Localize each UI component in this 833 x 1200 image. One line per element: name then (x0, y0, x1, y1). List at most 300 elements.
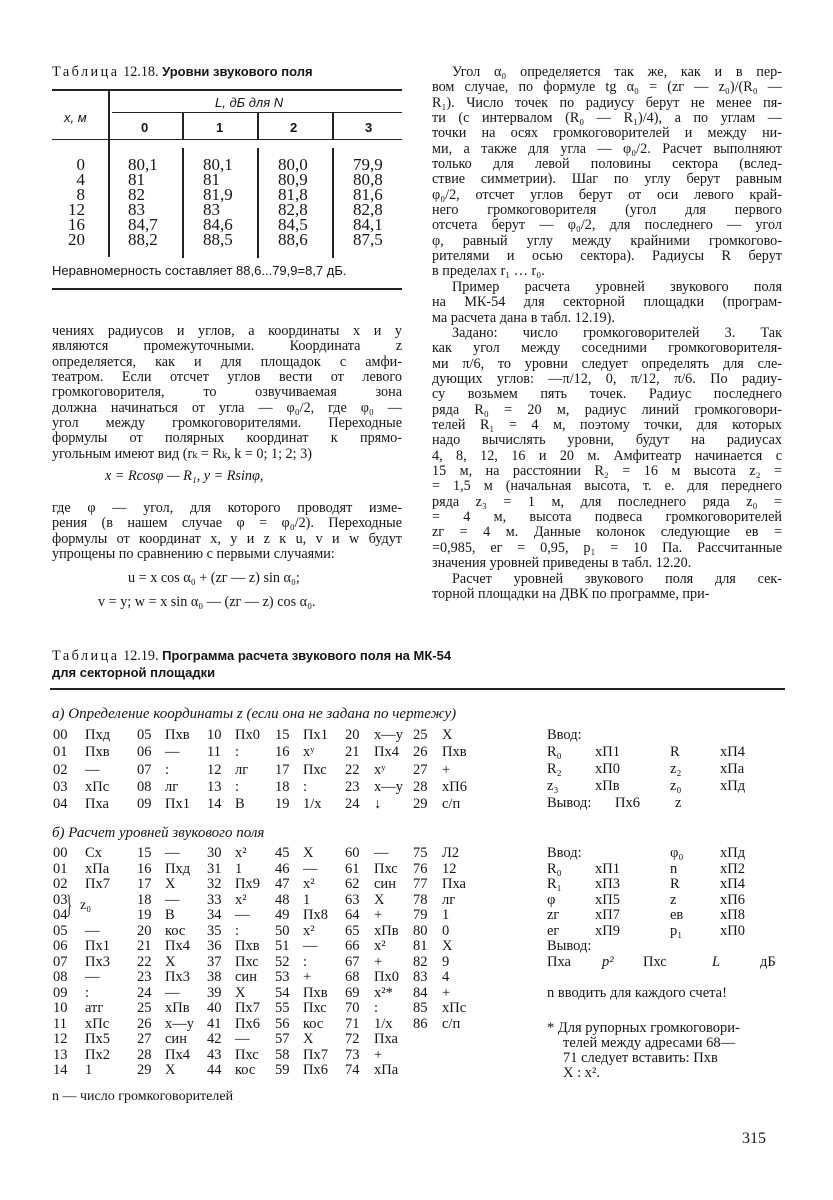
step-command: Пх9 (235, 876, 260, 892)
step-address: 14 (207, 796, 222, 813)
step-command: 4 (442, 969, 450, 985)
text-line: дующих углов: —π/12, 0, π/12, π/6. По радиу- (432, 371, 782, 388)
text-line: определяется, как и для площадок с амфи- (52, 353, 402, 370)
step-command: син (235, 969, 257, 985)
text-line: должна начинаться от угла — φ₀/2, где φ₀ — (52, 399, 402, 416)
step-command: + (442, 761, 451, 778)
table-caption: Программа расчета звукового поля на МК-54 (162, 648, 452, 663)
step-address: 86 (413, 1015, 428, 1032)
step-address: 58 (275, 1046, 290, 1063)
step-command: : (235, 922, 240, 939)
step-command: Пх7 (303, 1046, 328, 1063)
table-number: 12.18. (123, 64, 159, 80)
step-address: 25 (137, 1000, 152, 1016)
step-address: 21 (137, 938, 152, 954)
step-command: : (374, 1000, 379, 1016)
step-command: Пхв (442, 744, 467, 761)
step-command: x—y (165, 1015, 194, 1032)
step-command: x² (303, 922, 315, 939)
formula-polar: x = Rcosφ — R₁, y = Rsinφ, (105, 468, 264, 484)
step-address: 34 (207, 907, 222, 923)
step-address: 02 (53, 876, 68, 892)
step-command: 0 (442, 922, 450, 939)
table-number: 12.19. (123, 648, 159, 664)
right-paragraph-3 (432, 326, 782, 572)
step-command: X (165, 876, 176, 892)
step-address: 22 (345, 761, 360, 778)
step-command: Пх2 (85, 1046, 110, 1063)
table-top-rule (50, 688, 785, 690)
text-line: чениях радиусов и углов, а координаты x и y (52, 323, 402, 339)
step-address: 83 (413, 969, 428, 985)
step-address: 28 (413, 778, 428, 795)
step-command: + (442, 984, 451, 1001)
table-divider (257, 112, 259, 139)
input-register: n (670, 860, 678, 877)
step-address: 45 (275, 845, 290, 861)
step-command: Пх7 (235, 1000, 260, 1016)
step-address: 33 (207, 891, 222, 908)
step-command: : (165, 761, 170, 778)
input-register: xПд (720, 778, 746, 794)
formula-v-w: v = y; w = x sin α₀ — (zг — z) cos α₀. (98, 594, 316, 610)
input-register: R₁ (547, 876, 562, 892)
step-command: x—y (374, 778, 403, 795)
text-line: ти (с интервалом (R₀ — R₁)/4), а по углам — (432, 110, 782, 127)
column-header: 1 (216, 120, 224, 135)
text-line: вом случае, по формуле tg α₀ = (zг — z₀)/(R₀ — (432, 79, 782, 96)
step-command: 1 (85, 1062, 93, 1078)
input-register: p₁ (670, 922, 683, 939)
step-command: X (165, 953, 176, 970)
step-command: xʸ (303, 744, 315, 761)
cell-value: 81,9 (203, 185, 233, 204)
step-address: 40 (207, 1000, 222, 1016)
step-command: лг (165, 778, 179, 795)
step-command: Пх8 (303, 907, 328, 923)
step-address: 59 (275, 1062, 290, 1078)
text-line: рения (в нашем случае φ = φ₀/2). Переходные (52, 515, 402, 532)
input-register: eг (547, 922, 560, 939)
step-command: : (85, 984, 90, 1001)
text-line: ствие симметрии). Шаг по углу берут равным (432, 171, 782, 188)
output-label: Вывод: (547, 795, 592, 811)
output-value: дБ (760, 953, 776, 970)
cell-value: 82 (128, 185, 145, 204)
cell-value: 88,5 (203, 230, 233, 249)
step-command: — (374, 845, 389, 861)
text-line: су возьмем пять точек. Радиус последнего (432, 386, 782, 403)
step-command: — (85, 922, 100, 939)
input-register: R₀ (547, 860, 562, 877)
input-register: φ₀ (670, 845, 684, 861)
step-address: 11 (207, 744, 221, 761)
text-line: торной площадки на ДВК по программе, при- (432, 585, 710, 602)
step-command: xПв (165, 1000, 190, 1016)
table-note: Неравномерность составляет 88,6...79,9=8,7 дБ. (52, 263, 347, 278)
step-address: 36 (207, 938, 222, 954)
step-command: xПс (442, 1000, 467, 1016)
cell-value: 80,1 (128, 155, 158, 174)
step-command: Пх1 (303, 727, 328, 743)
step-address: 44 (207, 1062, 222, 1078)
text-line: театром. Если отсчет углов вести от левого (52, 369, 402, 386)
step-command: X (442, 727, 453, 743)
step-command: 1 (303, 891, 311, 908)
row-x-value: 8 (76, 185, 85, 204)
step-command: xПс (85, 778, 110, 795)
step-command: X (303, 1031, 314, 1047)
input-register: R₂ (547, 761, 562, 777)
step-address: 07 (53, 953, 68, 970)
input-register: xП0 (595, 761, 620, 777)
input-register: xП0 (720, 922, 745, 939)
step-command: Пх6 (303, 1062, 328, 1078)
text-line: точки на осях громкоговорителей и между ни- (432, 125, 782, 142)
row-x-value: 16 (68, 215, 85, 234)
step-address: 72 (345, 1031, 360, 1047)
step-command: — (235, 907, 250, 923)
rupor-note-line: X : x². (563, 1065, 600, 1081)
step-address: 49 (275, 907, 290, 923)
step-address: 56 (275, 1015, 290, 1032)
text-line: на МК-54 для секторной площадки (програм- (432, 294, 782, 311)
step-address: 84 (413, 984, 428, 1001)
step-command: xʸ (374, 761, 386, 778)
rupor-note-line: 71 следует вставить: Пхв (563, 1050, 718, 1066)
input-label: Ввод: (547, 845, 582, 861)
step-command: Пх4 (165, 1046, 190, 1063)
step-address: 26 (137, 1015, 152, 1032)
step-address: 67 (345, 953, 360, 970)
left-paragraph-2 (52, 501, 402, 562)
text-line: ми π/6, то уровни следует определять для сле- (432, 355, 782, 372)
text-line: ма расчета дана в табл. 12.19). (432, 309, 615, 326)
column-header: 0 (141, 120, 149, 135)
step-address: 17 (275, 761, 290, 778)
row-x-value: 0 (76, 155, 85, 174)
step-address: 22 (137, 953, 152, 970)
input-register: xП6 (720, 891, 745, 908)
step-command: Пхв (235, 938, 260, 954)
table-divider (332, 148, 334, 258)
step-address: 17 (137, 876, 152, 892)
step-address: 81 (413, 938, 428, 954)
step-address: 01 (53, 860, 68, 877)
cell-value: 84,6 (203, 215, 233, 234)
step-address: 06 (53, 938, 68, 954)
cell-value: 83 (203, 200, 220, 219)
input-register: φ (547, 891, 556, 908)
column-header: 3 (365, 120, 373, 135)
step-command: Пх4 (165, 938, 190, 954)
step-command: : (303, 953, 308, 970)
step-command: Пхс (374, 860, 398, 877)
step-address: 09 (53, 984, 68, 1001)
text-line: 4, 8, 12, 16 и 20 м. Амфитеатр начинается с (432, 447, 782, 464)
brace-icon: } (66, 890, 73, 919)
step-address: 75 (413, 845, 428, 861)
step-command: Пхв (165, 727, 190, 743)
input-register: xП7 (595, 907, 620, 923)
step-address: 16 (275, 744, 290, 761)
step-address: 10 (207, 727, 222, 743)
step-command: Пх0 (235, 727, 260, 743)
text-line: как угол между соседними громкоговорителя- (432, 340, 782, 357)
step-address: 79 (413, 907, 428, 923)
text-line: Угол α₀ определяется так же, как и в пер- (452, 64, 782, 80)
input-register: xП9 (595, 922, 620, 939)
rupor-note-line: * Для рупорных громкоговори- (547, 1020, 740, 1036)
step-command: с/п (442, 1015, 461, 1032)
step-address: 05 (53, 922, 68, 939)
step-command: + (303, 969, 312, 985)
output-value: Пхс (643, 953, 667, 970)
step-address: 16 (137, 860, 152, 877)
input-register: xП1 (595, 860, 620, 877)
text-line: формулы от координат x, y и z к u, v и w будут (52, 530, 402, 547)
table-header-rule (52, 139, 402, 140)
step-command: xПа (85, 860, 110, 877)
step-command: Пхс (235, 953, 259, 970)
step-address: 50 (275, 922, 290, 939)
text-line: zг = 4 м. Данные колонок следующие eв = (432, 524, 782, 541)
table-divider (182, 148, 184, 258)
text-line: только для левой половины сектора (вслед- (432, 156, 782, 173)
text-line: угол между громкоговорителями. Переходные (52, 415, 402, 432)
step-command: x² (235, 845, 247, 861)
input-register: z₂ (670, 761, 682, 777)
text-line: в пределах r₁ … r₀. (432, 263, 545, 280)
step-address: 25 (413, 727, 428, 743)
table-divider (108, 89, 110, 257)
step-address: 03 (53, 778, 68, 795)
brace-label: z₀ (80, 898, 92, 913)
text-line: =0,985, eг = 0,95, p₁ = 10 Па. Рассчитанные (432, 539, 782, 556)
step-address: 15 (275, 727, 290, 743)
cell-value: 87,5 (353, 230, 383, 249)
step-command: Пхв (303, 984, 328, 1001)
step-address: 53 (275, 969, 290, 985)
output-value: Пха (547, 953, 571, 970)
step-address: 57 (275, 1031, 290, 1047)
step-address: 66 (345, 938, 360, 954)
step-command: Пхд (165, 860, 191, 877)
step-command: Пхд (85, 727, 111, 743)
step-command: кос (235, 1062, 256, 1078)
step-command: X (165, 1062, 176, 1078)
output-value: p² (602, 953, 614, 970)
step-address: 85 (413, 1000, 428, 1016)
step-command: : (235, 744, 240, 761)
cell-value: 81,6 (353, 185, 383, 204)
step-command: Пхс (235, 1046, 259, 1063)
cell-value: 81 (203, 170, 220, 189)
step-address: 04 (53, 796, 68, 813)
output-value: z (675, 795, 682, 811)
right-paragraph-1 (432, 65, 782, 280)
cell-value: 80,9 (278, 170, 308, 189)
step-command: кос (303, 1015, 324, 1032)
row-header: x, м (64, 110, 87, 125)
table-divider (332, 112, 334, 139)
step-command: Л2 (442, 845, 460, 861)
input-register: R (670, 876, 680, 892)
step-address: 19 (137, 907, 152, 923)
step-command: X (303, 845, 314, 861)
step-address: 63 (345, 891, 360, 908)
step-address: 41 (207, 1015, 222, 1032)
text-line: Пример расчета уровней звукового поля (452, 278, 782, 295)
step-address: 52 (275, 953, 290, 970)
step-address: 64 (345, 907, 360, 923)
step-address: 12 (53, 1031, 68, 1047)
step-command: Пх1 (85, 938, 110, 954)
step-command: син (374, 876, 396, 892)
step-address: 71 (345, 1015, 360, 1032)
text-line: значения уровней приведены в табл. 12.20. (432, 555, 692, 572)
cell-value: 82,8 (278, 200, 308, 219)
step-address: 60 (345, 845, 360, 861)
cell-value: 81 (128, 170, 145, 189)
step-command: x² (235, 891, 247, 908)
input-register: R (670, 744, 680, 760)
step-command: Пхс (303, 1000, 327, 1016)
step-address: 09 (137, 796, 152, 813)
text-line: 15 м, на расстоянии R₂ = 16 м высота z₂ = (432, 463, 782, 480)
cell-value: 82,8 (353, 200, 383, 219)
step-address: 43 (207, 1046, 222, 1063)
text-line: формулы от полярных координат к прямо- (52, 430, 402, 447)
column-header: 2 (290, 120, 298, 135)
table-12-19-title (52, 648, 451, 665)
step-command: — (303, 860, 318, 877)
row-x-value: 20 (68, 230, 85, 249)
text-line: Расчет уровней звукового поля для сек- (452, 570, 782, 587)
step-address: 69 (345, 984, 360, 1001)
step-address: 15 (137, 845, 152, 861)
footnote: n — число громкоговорителей (52, 1089, 234, 1104)
cell-value: 80,8 (353, 170, 383, 189)
text-line: Задано: число громкоговорителей 3. Так (452, 325, 782, 341)
step-address: 12 (207, 761, 222, 778)
step-command: ↓ (374, 796, 382, 813)
text-line: являются промежуточными. Координата z (52, 338, 402, 355)
step-command: xП6 (442, 778, 467, 795)
step-address: 77 (413, 876, 428, 892)
text-line: ми, а также для угла — φ₀/2. Расчет выполняют (432, 140, 782, 157)
step-address: 62 (345, 876, 360, 892)
step-command: Пха (374, 1031, 398, 1047)
step-address: 24 (137, 984, 152, 1001)
input-register: z₃ (547, 778, 559, 794)
right-paragraph-2 (432, 280, 782, 326)
input-register: R₀ (547, 744, 562, 760)
table-bottom-rule (52, 288, 402, 290)
row-x-value: 12 (68, 200, 85, 219)
output-label: Вывод: (547, 938, 592, 954)
table-sub-rule (112, 112, 402, 113)
step-address: 29 (413, 796, 428, 813)
step-command: + (374, 953, 383, 970)
text-line: ряда z₃ = 1 м, для последнего ряда z₀ = (432, 493, 782, 510)
step-address: 37 (207, 953, 222, 970)
step-address: 74 (345, 1062, 360, 1078)
text-line: телей R₁ = 4 м, поэтому точки, для которых (432, 417, 782, 434)
step-address: 01 (53, 744, 68, 761)
step-address: 68 (345, 969, 360, 985)
step-address: 00 (53, 845, 68, 861)
step-address: 29 (137, 1062, 152, 1078)
table-12-18-title (52, 64, 313, 81)
step-command: кос (165, 922, 186, 939)
step-address: 21 (345, 744, 360, 761)
table-divider (257, 148, 259, 258)
step-address: 07 (137, 761, 152, 778)
step-address: 35 (207, 922, 222, 939)
text-line: ряда R₀ = 20 м, радиус линий громкоговори- (432, 401, 782, 418)
part-b-heading: б) Расчет уровней звукового поля (52, 825, 265, 841)
step-address: 18 (137, 891, 152, 908)
step-command: син (165, 1031, 187, 1047)
step-command: x²* (374, 984, 393, 1001)
step-command: Пха (85, 796, 109, 813)
step-command: лг (442, 891, 456, 908)
input-register: xПв (595, 778, 620, 794)
input-register: xП3 (595, 876, 620, 892)
text-line: где φ — угол, для которого проводят изме- (52, 500, 402, 516)
step-address: 23 (345, 778, 360, 795)
step-command: Пх4 (374, 744, 399, 761)
cell-value: 88,6 (278, 230, 308, 249)
step-address: 04 (53, 907, 68, 923)
text-line: φ₀/2, отсчет углов берут от оси левого край- (432, 186, 782, 203)
step-address: 13 (53, 1046, 68, 1063)
table-label: Таблица (52, 64, 120, 80)
step-address: 42 (207, 1031, 222, 1047)
step-command: Пх0 (374, 969, 399, 985)
step-command: — (235, 1031, 250, 1047)
step-command: Пхс (303, 761, 327, 778)
text-line: него громкоговорителя (угол для первого (432, 202, 782, 219)
step-command: — (165, 984, 180, 1001)
step-command: Пх5 (85, 1031, 110, 1047)
step-command: В (165, 907, 175, 923)
step-command: X (235, 984, 246, 1001)
input-register: z (670, 891, 677, 908)
step-command: Пха (442, 876, 466, 892)
text-line: рителями и осью сектора). Радиусы R берут (432, 248, 782, 265)
cell-value: 81,8 (278, 185, 308, 204)
step-address: 51 (275, 938, 290, 954)
step-address: 23 (137, 969, 152, 985)
cell-value: 80,0 (278, 155, 308, 174)
page-number: 315 (742, 1130, 766, 1147)
step-command: xПс (85, 1015, 110, 1032)
step-address: 00 (53, 727, 68, 743)
step-address: 14 (53, 1062, 68, 1078)
step-address: 78 (413, 891, 428, 908)
step-address: 61 (345, 860, 360, 877)
step-command: x—y (374, 727, 403, 743)
left-paragraph-1 (52, 324, 402, 462)
step-address: 20 (137, 922, 152, 939)
step-command: — (165, 845, 180, 861)
step-address: 76 (413, 860, 428, 877)
cell-value: 83 (128, 200, 145, 219)
group-header: L, дБ для N (215, 95, 284, 110)
output-register: Пх6 (615, 795, 640, 811)
